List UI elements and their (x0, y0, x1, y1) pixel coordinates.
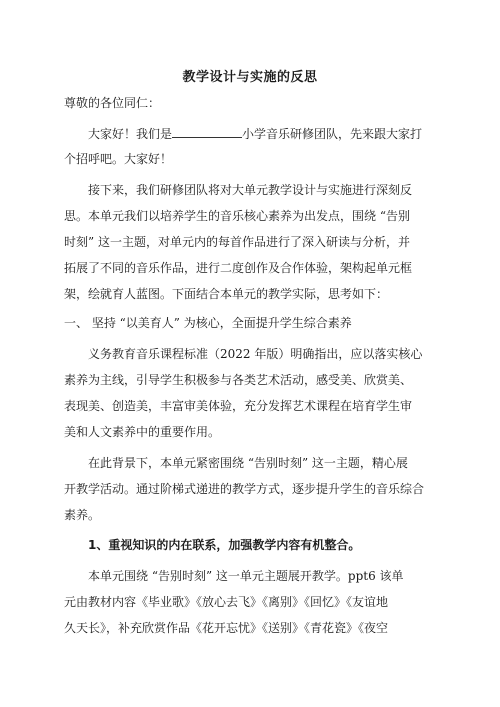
paragraph-3-line-1: 义务教育音乐课程标准（2022 年版）明确指出，应以落实核心 (88, 347, 423, 361)
section-heading-2: 1、重视知识的内在联系，加强教学内容有机整合。 (88, 538, 361, 552)
fill-in-blank (172, 127, 242, 138)
paragraph-3-line-2: 素养为主线，引导学生积极参与各类艺术活动，感受美、欣赏美、 (64, 373, 413, 387)
paragraph-3-line-3: 表现美、创造美，丰富审美体验，充分发挥艺术课程在培育学生审 (64, 399, 413, 413)
paragraph-4-line-2: 开教学活动。通过阶梯式递进的教学方式，逐步提升学生的音乐综合 (64, 482, 425, 496)
paragraph-5-line-1: 本单元围绕 “告别时刻” 这一单元主题展开教学。ppt6 该单 (88, 569, 404, 583)
paragraph-2-line-4: 拓展了不同的音乐作品，进行二度创作及合作体验，架构起单元框 (64, 261, 413, 275)
paragraph-5-line-3: 久天长》，补充欣赏作品《花开忘忧》《送别》《青花瓷》《夜空 (64, 621, 389, 635)
paragraph-3-line-4: 美和人文素养中的重要作用。 (64, 425, 221, 439)
section-heading-1: 一、 坚持 “以美育人” 为核心，全面提升学生综合素养 (64, 316, 352, 330)
paragraph-5-line-2: 元由教材内容《毕业歌》《放心去飞》《离别》《回忆》《友谊地 (64, 595, 389, 609)
paragraph-2-line-5: 架，绘就育人蓝图。下面结合本单元的教学实际，思考如下： (64, 287, 389, 301)
document-title: 教学设计与实施的反思 (182, 70, 318, 85)
paragraph-intro-line-1 (88, 127, 422, 141)
paragraph-2-line-3: 时刻” 这一主题，对单元内的每首作品进行了深入研读与分析，并 (64, 235, 410, 249)
paragraph-2-line-2: 思。本单元我们以培养学生的音乐核心素养为出发点，围绕 “告别 (64, 209, 410, 223)
salutation: 尊敬的各位同仁： (64, 96, 161, 110)
paragraph-intro-line-2: 个招呼吧。大家好！ (64, 152, 173, 166)
intro-text-after-blank: 小学音乐研修团队，先来跟大家打 (242, 127, 423, 141)
intro-text-before-blank: 大家好！我们是 (88, 127, 173, 141)
paragraph-2-line-1: 接下来，我们研修团队将对大单元教学设计与实施进行深刻反 (88, 183, 413, 197)
paragraph-4-line-1: 在此背景下，本单元紧密围绕 “告别时刻” 这一主题，精心展 (88, 456, 408, 470)
paragraph-4-line-3: 素养。 (64, 508, 101, 522)
